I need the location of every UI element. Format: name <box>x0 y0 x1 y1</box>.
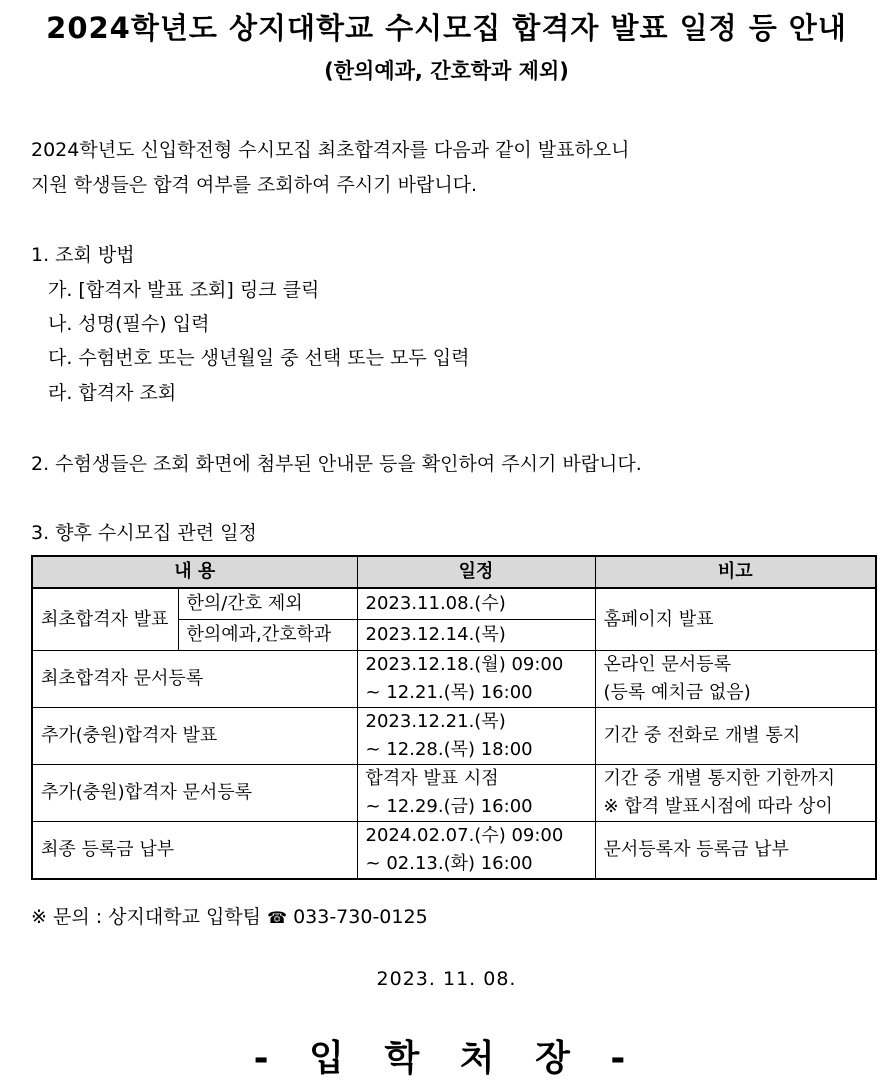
table-row <box>32 822 876 880</box>
intro-line-1: 2024학년도 신입학전형 수시모집 최초합격자를 다음과 같이 발표하오니 <box>31 139 630 161</box>
row2-date-line1: 2023.12.18.(월) 09:00 <box>365 654 564 675</box>
table-row <box>32 651 876 708</box>
row2-note <box>595 651 876 708</box>
row4-date <box>357 765 595 822</box>
page-title: 2024학년도 상지대학교 수시모집 합격자 발표 일정 등 안내 <box>46 11 847 45</box>
row4-note-line2: ※ 합격 발표시점에 따라 상이 <box>603 796 833 817</box>
section1-item-3: 다. 수험번호 또는 생년월일 중 선택 또는 모두 입력 <box>48 347 470 369</box>
row5-label: 최종 등록금 납부 <box>32 822 357 880</box>
table-row <box>32 708 876 765</box>
row4-note <box>595 765 876 822</box>
row3-note: 기간 중 전화로 개별 통지 <box>595 708 876 765</box>
section2-text: 2. 수험생들은 조회 화면에 첨부된 안내문 등을 확인하여 주시기 바랍니다. <box>31 453 642 475</box>
row3-date-line2: ~ 12.28.(목) 18:00 <box>365 739 533 760</box>
section3-heading: 3. 향후 수시모집 관련 일정 <box>31 522 257 544</box>
row1-sub2: 한의예과,간호학과 <box>178 620 357 651</box>
row1-label: 최초합격자 발표 <box>32 588 178 651</box>
row1-sub1: 한의/간호 제외 <box>178 588 357 620</box>
section1-item-2: 나. 성명(필수) 입력 <box>48 313 210 335</box>
contact-prefix: ※ 문의 : 상지대학교 입학팀 <box>31 906 262 928</box>
section1-heading: 1. 조회 방법 <box>31 244 135 266</box>
notice-date: 2023. 11. 08. <box>376 968 517 990</box>
row3-label: 추가(충원)합격자 발표 <box>32 708 357 765</box>
row3-date <box>357 708 595 765</box>
row4-note-line1: 기간 중 개별 통지한 기한까지 <box>603 768 836 789</box>
row2-date-line2: ~ 12.21.(목) 16:00 <box>365 682 533 703</box>
section1-item-4: 라. 합격자 조회 <box>48 382 177 404</box>
contact-phone: 033-730-0125 <box>293 906 428 928</box>
table-row <box>32 588 876 620</box>
section1-item-1: 가. [합격자 발표 조회] 링크 클릭 <box>48 279 320 301</box>
header-schedule: 일정 <box>357 556 595 588</box>
row2-label: 최초합격자 문서등록 <box>32 651 357 708</box>
row2-note-line1: 온라인 문서등록 <box>603 654 731 675</box>
row4-label: 추가(충원)합격자 문서등록 <box>32 765 357 822</box>
intro-line-2: 지원 학생들은 합격 여부를 조회하여 주시기 바랍니다. <box>31 174 478 196</box>
table-row <box>32 765 876 822</box>
row3-date-line1: 2023.12.21.(목) <box>365 711 506 732</box>
row4-date-line2: ~ 12.29.(금) 16:00 <box>365 796 533 817</box>
row1-note: 홈페이지 발표 <box>595 588 876 651</box>
row2-note-line2: (등록 예치금 없음) <box>603 682 751 703</box>
row1-date1: 2023.11.08.(수) <box>357 588 595 620</box>
row1-date2: 2023.12.14.(목) <box>357 620 595 651</box>
header-note: 비고 <box>595 556 876 588</box>
schedule-table <box>31 555 877 880</box>
row5-date-line1: 2024.02.07.(수) 09:00 <box>365 825 564 846</box>
table-header-row <box>32 556 876 588</box>
telephone-icon: ☎ <box>267 908 288 927</box>
page-subtitle: (한의예과, 간호학과 제외) <box>324 59 569 83</box>
row2-date <box>357 651 595 708</box>
contact-line <box>31 902 428 929</box>
row5-date-line2: ~ 02.13.(화) 16:00 <box>365 853 533 874</box>
row5-date <box>357 822 595 880</box>
signature: - 입 학 처 장 - <box>253 1038 640 1079</box>
header-content: 내 용 <box>32 556 357 588</box>
row4-date-line1: 합격자 발표 시점 <box>365 768 499 789</box>
row5-note: 문서등록자 등록금 납부 <box>595 822 876 880</box>
